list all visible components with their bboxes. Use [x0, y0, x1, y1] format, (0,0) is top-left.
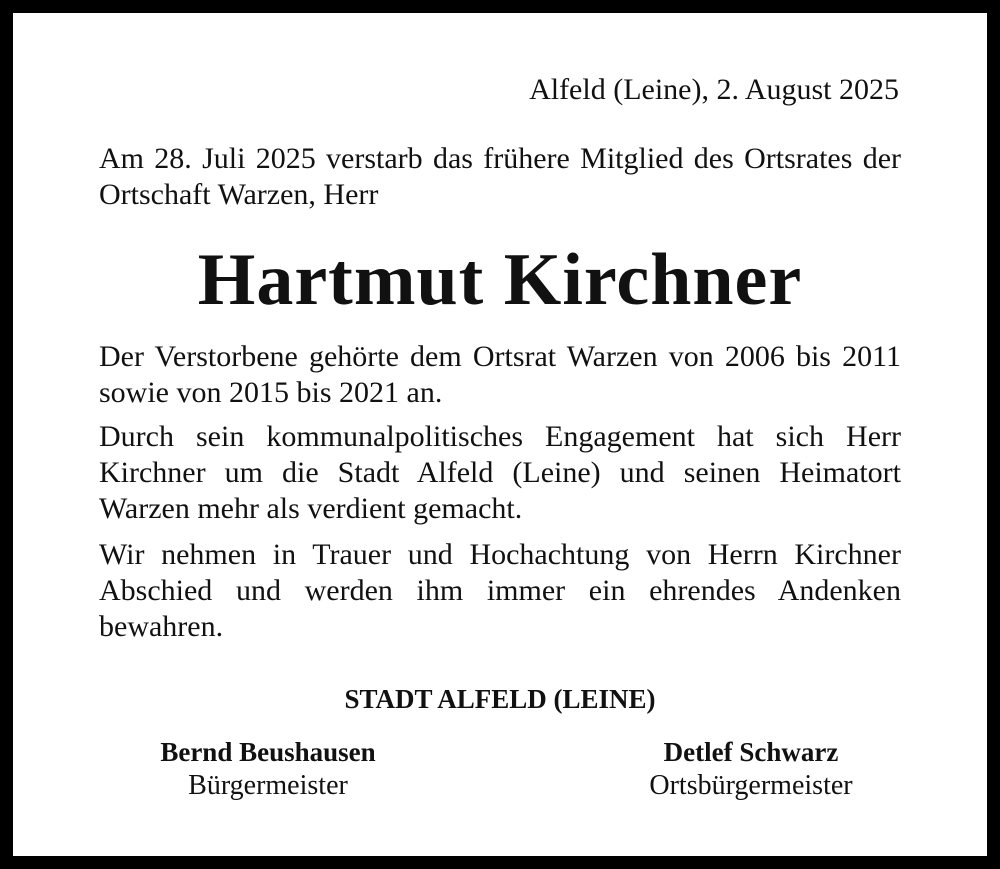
- signatory-name: Detlef Schwarz: [663, 737, 839, 767]
- deceased-name: Hartmut Kirchner: [197, 239, 803, 321]
- paragraph-farewell: Wir nehmen in Trauer und Hochachtung von Herrn Kirchner Abschied und werden ihm immer ein ehrendes Andenken bewahren.: [99, 538, 901, 643]
- organization-name: STADT ALFELD (LEINE): [344, 684, 656, 714]
- signatory-title: Ortsbürgermeister: [649, 770, 853, 801]
- signatory-title: Bürgermeister: [188, 770, 348, 801]
- paragraph-service: Der Verstorbene gehörte dem Ortsrat Warzen von 2006 bis 2011 sowie von 2015 bis 2021 an.: [99, 340, 901, 409]
- place-date: Alfeld (Leine), 2. August 2025: [529, 73, 899, 106]
- signatory-left: [88, 735, 448, 803]
- signatory-name: Bernd Beushausen: [160, 737, 376, 767]
- intro-text: Am 28. Juli 2025 verstarb das frühere Mitglied des Ortsrates der Ortschaft Warzen, Herr: [99, 142, 901, 211]
- signatory-right: [571, 735, 931, 803]
- paragraph-engagement: Durch sein kommunalpolitisches Engagement hat sich Herr Kirchner um die Stadt Alfeld (Leine) und seinen Heimatort Warzen mehr als verdient gemacht.: [99, 420, 901, 525]
